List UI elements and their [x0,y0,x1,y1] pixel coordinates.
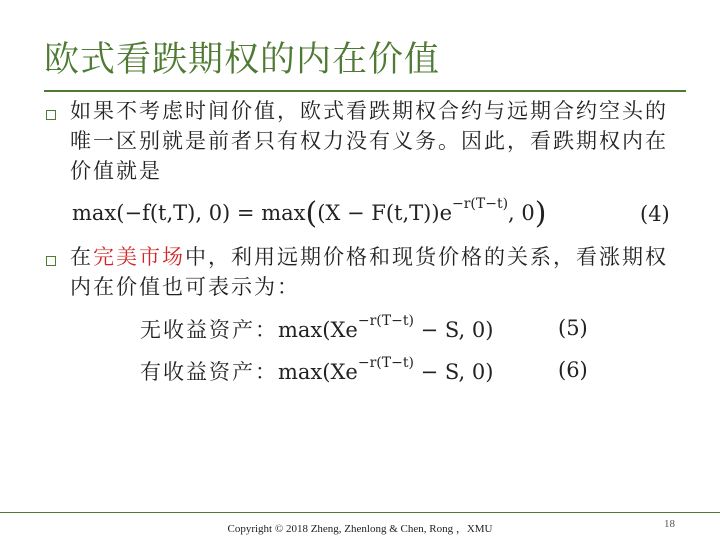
equation-4: max(−f(t,T), $0) = \max((X - F(t,T))e^{-r(T-t)}$, 0) [72,196,547,231]
bullet-square-icon [46,110,56,120]
equation-6-label: 有收益资产： [140,360,278,384]
equation-5-body: max(Xe [278,318,358,342]
perfect-market-highlight: 完美市场 [93,245,185,269]
paragraph-perfect-market-pre: 在 [70,245,93,269]
footer-divider [0,512,720,513]
equation-4-exponent: −r(T−t) [452,196,509,212]
equation-4-number: (4) [640,202,670,226]
bullet-square-icon [46,256,56,266]
equation-5-exponent: −r(T−t) [357,313,414,329]
equation-4-inner: (X − F(t,T))e [317,201,452,225]
paragraph-perfect-market-post: 中，利用远期价格和现货价格的关系，看涨期权内在价值也可表示为： [70,245,668,299]
page-number: 18 [664,518,675,530]
paragraph-intrinsic-value: 如果不考虑时间价值，欧式看跌期权合约与远期合约空头的唯一区别就是前者只有权力没有义务。因此，看跌期权内在价值就是 [70,99,668,183]
equation-5-tail: − S, 0) [413,318,494,342]
equation-6-body: max(Xe [278,360,358,384]
slide-title: 欧式看跌期权的内在价值 [44,40,441,80]
equation-5 [140,314,493,344]
equation-6-number: (6) [558,358,588,382]
equation-4-tail: , 0 [508,201,535,225]
footer-copyright: Copyright © 2018 Zheng, Zhenlong & Chen, Rong ，XMU [227,523,493,535]
equation-6-exponent: −r(T−t) [357,355,414,371]
equation-5-label: 无收益资产： [140,318,278,342]
paragraph-perfect-market [70,242,680,302]
title-divider [44,90,686,92]
equation-4-left: max(−f(t,T), 0) = max [72,201,306,225]
equation-6-tail: − S, 0) [413,360,494,384]
equation-5-number: (5) [558,316,588,340]
equation-6 [140,356,493,386]
